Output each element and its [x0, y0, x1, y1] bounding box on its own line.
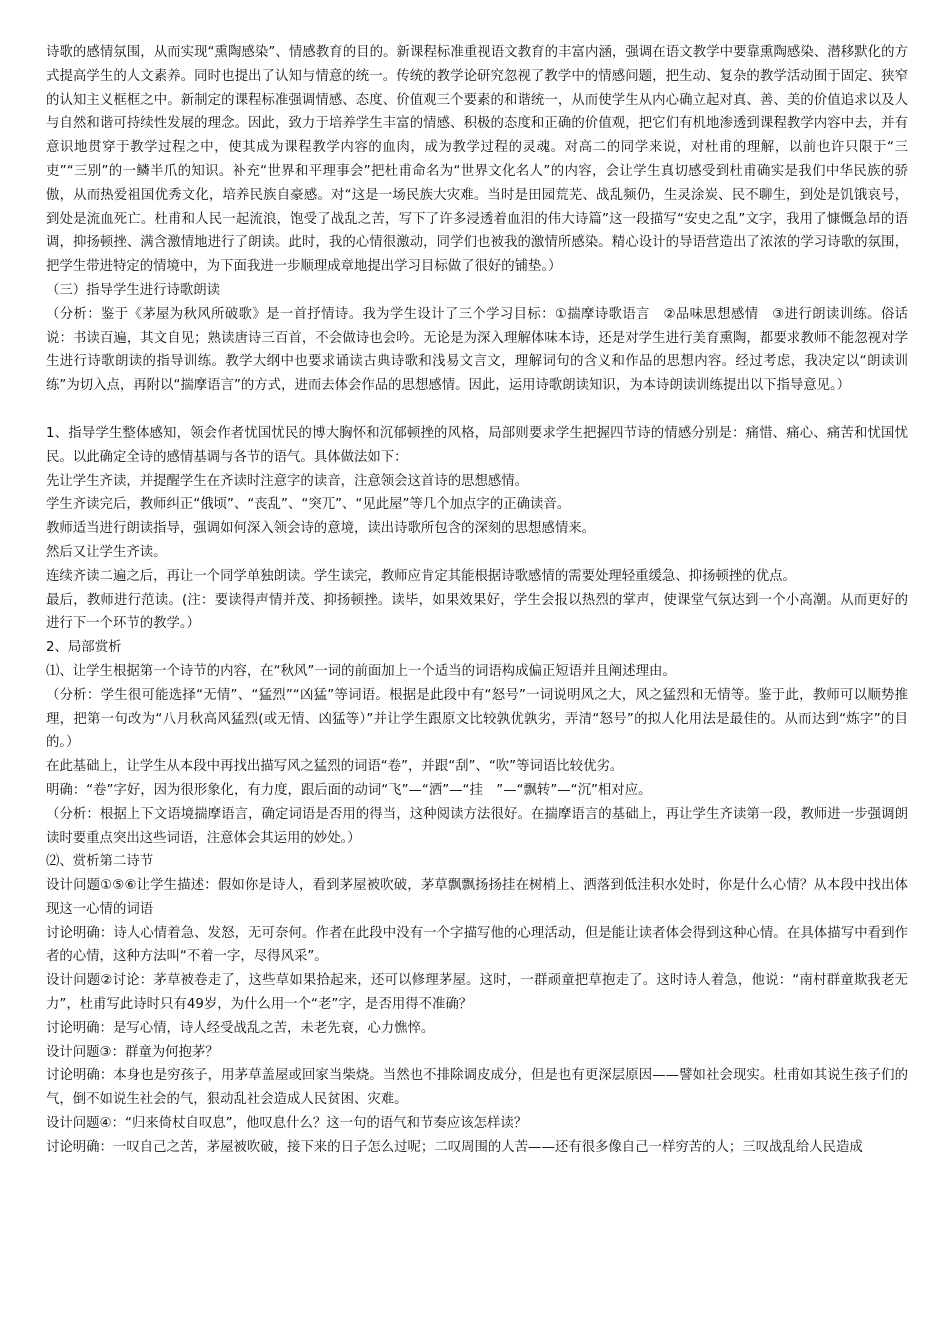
paragraph-question-2: 设计问题②讨论：茅草被卷走了，这些草如果拾起来，还可以修理茅屋。这时，一群顽童把草抱走了。这时诗人着急，他说：“南村群童欺我老无力”，杜甫写此诗时只有49岁，为什么用一个“老”字，是否用得不准确？ [46, 973, 908, 1013]
heading-stanza-2: ⑵、赏析第二诗节 [46, 854, 154, 870]
paragraph-question-1: 设计问题①⑤⑥让学生描述：假如你是诗人，看到茅屋被吹破，茅草飘飘扬扬挂在树梢上、洒落到低洼积水处时，你是什么心情？从本段中找出体现这一心情的词语 [46, 878, 908, 917]
section-heading-poetry-reading: （三）指导学生进行诗歌朗读 [46, 282, 221, 298]
paragraph-step-1: 1、指导学生整体感知，领会作者忧国忧民的博大胸怀和沉郁顿挫的风格，局部则要求学生把握四节诗的情感分别是：痛惜、痛心、痛苦和忧国忧民。以此确定全诗的感情基调与各节的语气。具体做法如下： [46, 425, 908, 465]
paragraph-question-4: 设计问题④：“归来倚杖自叹息”，他叹息什么？这一句的语气和节奏应该怎样读？ [46, 1116, 528, 1132]
paragraph-word-comparison: 在此基础上，让学生从本段中再找出描写风之猛烈的词语“卷”，并跟“刮”、“吹”等词语比较优劣。 [46, 759, 624, 775]
paragraph-clarification: 明确：“卷”字好，因为很形象化，有力度，跟后面的动词“飞”—“洒”—“挂 ”—“飘转”—“沉”相对应。 [46, 782, 652, 798]
paragraph-answer-1: 讨论明确：诗人心情着急、发怒，无可奈何。作者在此段中没有一个字描写他的心理活动，但是能让读者体会得到这种心情。在具体描写中看到作者的心情，这种方法叫“不着一字，尽得风采”。 [46, 925, 908, 965]
paragraph-pronunciation: 学生齐读完后，教师纠正“俄顷”、“丧乱”、“突兀”、“见此屋”等几个加点字的正确读音。 [46, 497, 571, 513]
paragraph-analysis-reading: （分析：鉴于《茅屋为秋风所破歌》是一首抒情诗。我为学生设计了三个学习目标：①揣摩诗歌语言 ②品味思想感情 ③进行朗读训练。俗话说：书读百遍，其文自见；熟读唐诗三百首，不会做诗也会吟。无论是为深入理解体味本诗，还是对学生进行美育熏陶，都要求教师不能忽视对学生进行诗歌朗读的指导训练。教学大纲中也要求诵读古典诗歌和浅易文言文，理解词句的含义和作品的思想内容。经过考虑，我决定以“朗读训练”为切入点，再附以“揣摩语言”的方式，进而去体会作品的思想感情。因此，运用诗歌朗读知识，为本诗朗读训练提出以下指导意见。） [46, 306, 908, 394]
paragraph-stanza-1-task: ⑴、让学生根据第一个诗节的内容，在“秋风”一词的前面加上一个适当的词语构成偏正短语并且阐述理由。 [46, 663, 676, 679]
paragraph-choral-reading: 先让学生齐读，并提醒学生在齐读时注意字的读音，注意领会这首诗的思想感情。 [46, 473, 529, 489]
paragraph-answer-3: 讨论明确：本身也是穷孩子，用茅草盖屋或回家当柴烧。当然也不排除调皮成分，但是也有更深层原因——譬如社会现实。杜甫如其说生孩子们的气，倒不如说生社会的气，狠动乱社会造成人民贫困、灾难。 [46, 1068, 908, 1108]
paragraph-answer-2: 讨论明确：是写心情，诗人经受战乱之苦，未老先衰，心力憔悴。 [46, 1020, 435, 1036]
paragraph-intro-continuation: 诗歌的感情氛围，从而实现“熏陶感染”、情感教育的目的。新课程标准重视语文教育的丰富内涵，强调在语文教学中要靠熏陶感染、潜移默化的方式提高学生的人文素养。同时也提出了认知与情意的统一。传统的教学论研究忽视了教学中的情感问题，把生动、复杂的教学活动囿于固定、狭窄的认知主义框框之中。新制定的课程标准强调情感、态度、价值观三个要素的和谐统一，从而使学生从内心确立起对真、善、美的价值追求以及人与自然和谐可持续性发展的理念。因此，致力于培养学生丰富的情感、积极的态度和正确的价值观，把它们有机地渗透到课程教学内容中去，并有意识地贯穿于教学过程之中，使其成为课程教学内容的血肉，成为教学过程的灵魂。对高二的同学来说，对杜甫的理解，以前也许只限于“三吏”“三别”的一鳞半爪的知识。补充“世界和平理事会”把杜甫命名为“世界文化名人”的内容，会让学生真切感受到杜甫确实是我们中华民族的骄傲，从而热爱祖国优秀文化，培养民族自豪感。对“这是一场民族大灾难。当时是田园荒芜、战乱频仍，生灵涂炭、民不聊生，到处是饥饿哀号，到处是流血死亡。杜甫和人民一起流浪，饱受了战乱之苦，写下了许多浸透着血泪的伟大诗篇”这一段描写“安史之乱”文字，我用了慷慨急昂的语调，抑扬顿挫、满含激情地进行了朗读。此时，我的心情很激动，同学们也被我的激情所感染。精心设计的导语营造出了浓浓的学习诗歌的氛围，把学生带进特定的情境中，为下面我进一步顺理成章地提出学习目标做了很好的铺垫。） [46, 45, 908, 275]
paragraph-model-reading: 最后，教师进行范读。(注：要读得声情并茂、抑扬顿挫。读毕，如果效果好，学生会报以热烈的掌声，使课堂气氛达到一个小高潮。从而更好的进行下一个环节的教学。） [46, 592, 908, 632]
heading-local-appreciation: 2、局部赏析 [46, 640, 122, 656]
paragraph-language-analysis: （分析：根据上下文语境揣摩语言，确定词语是否用的得当，这种阅读方法很好。在揣摩语言的基础上，再让学生齐读第一段，教师进一步强调朗读时要重点突出这些词语，注意体会其运用的妙处。） [46, 806, 908, 846]
paragraph-spacer [46, 398, 908, 422]
paragraph-stanza-1-analysis: （分析：学生很可能选择“无情”、“猛烈”“凶猛”等词语。根据是此段中有“怒号”一词说明风之大，风之猛烈和无情等。鉴于此，教师可以顺势推理，把第一句改为“八月秋高风猛烈(或无情、凶猛等）”并让学生跟原文比较孰优孰劣，弄清“怒号”的拟人化用法是最佳的。从而达到“炼字”的目的。） [46, 687, 908, 751]
paragraph-answer-4: 讨论明确：一叹自己之苦，茅屋被吹破，接下来的日子怎么过呢；二叹周围的人苦——还有很多像自己一样穷苦的人；三叹战乱给人民造成 [46, 1139, 863, 1155]
paragraph-read-again: 然后又让学生齐读。 [46, 544, 167, 560]
paragraph-question-3: 设计问题③：群童为何抱茅？ [46, 1044, 219, 1060]
paragraph-reading-guidance: 教师适当进行朗读指导，强调如何深入领会诗的意境，读出诗歌所包含的深刻的思想感情来。 [46, 521, 596, 537]
paragraph-solo-reading: 连续齐读二遍之后，再让一个同学单独朗读。学生读完，教师应肯定其能根据诗歌感情的需要处理轻重缓急、抑扬顿挫的优点。 [46, 568, 796, 584]
